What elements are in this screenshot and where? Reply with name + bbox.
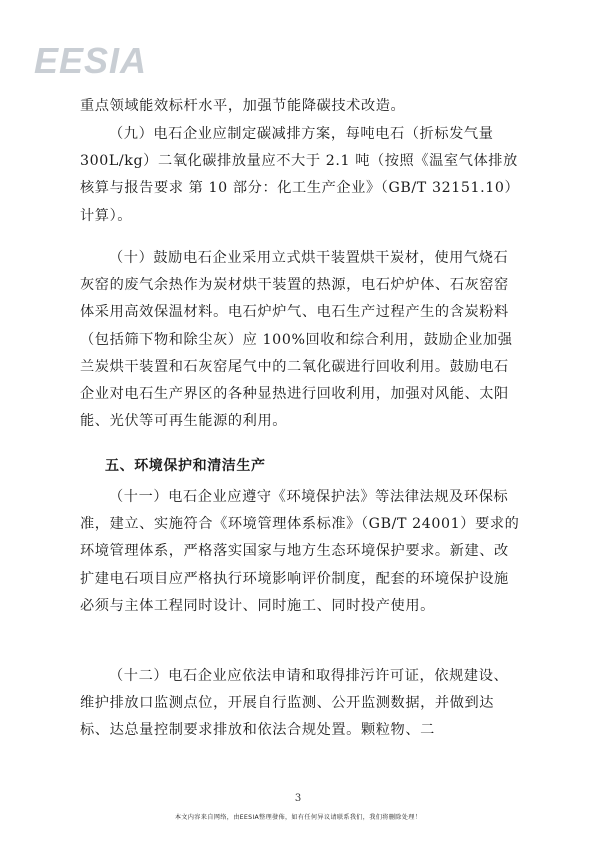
page-number: 3 bbox=[294, 793, 302, 804]
paragraph-3: （十）鼓励电石企业采用立式烘干装置烘干炭材，使用气烧石灰窑的废气余热作为炭材烘干装置的热源，电石炉炉体、石灰窑窑体采用高效保温材料。电石炉炉气、电石生产过程产生的含炭粉料（包括筛下物和除尘灰）应 100%回收和综合利用，鼓励企业加强兰炭烘干装置和石灰窑尾气中的二氧化碳进行回收利用。鼓励电石企业对电石生产界区的各种显热进行回收利用，加强对风能、太阳能、光伏等可再生能源的利用。 bbox=[80, 250, 513, 430]
eesia-logo: EESIA bbox=[34, 40, 148, 81]
footer-notice: 本文内容来自网络，由EESIA整理發佈，如有任何异议请联系我们，我们将删除处理！ bbox=[174, 814, 422, 821]
paragraph-4: （十一）电石企业应遵守《环境保护法》等法律法规及环保标准，建立、实施符合《环境管理体系标准》（GB/T 24001）要求的环境管理体系，严格落实国家与地方生态环境保护要求。新建、改扩建电石项目应严格执行环境影响评价制度，配套的环境保护设施必须与主体工程同时设计、同时施工、同时投产使用。 bbox=[80, 489, 520, 614]
paragraph-1: 重点领域能效标杆水平，加强节能降碳技术改造。 bbox=[80, 98, 406, 114]
section-heading: 五、环境保护和清洁生产 bbox=[105, 458, 266, 474]
paragraph-5: （十二）电石企业应依法申请和取得排污许可证，依规建设、维护排放口监测点位，开展自行监测、公开监测数据，并做到达标、达总量控制要求排放和依法合规处置。颗粒物、二 bbox=[80, 668, 509, 739]
paragraph-2: （九）电石企业应制定碳减排方案，每吨电石（折标发气量 300L/kg）二氧化碳排放量应不大于 2.1 吨（按照《温室气体排放核算与报告要求 第 10 部分：化工生产企业》（GB/T 32151.10）计算）。 bbox=[80, 126, 520, 224]
